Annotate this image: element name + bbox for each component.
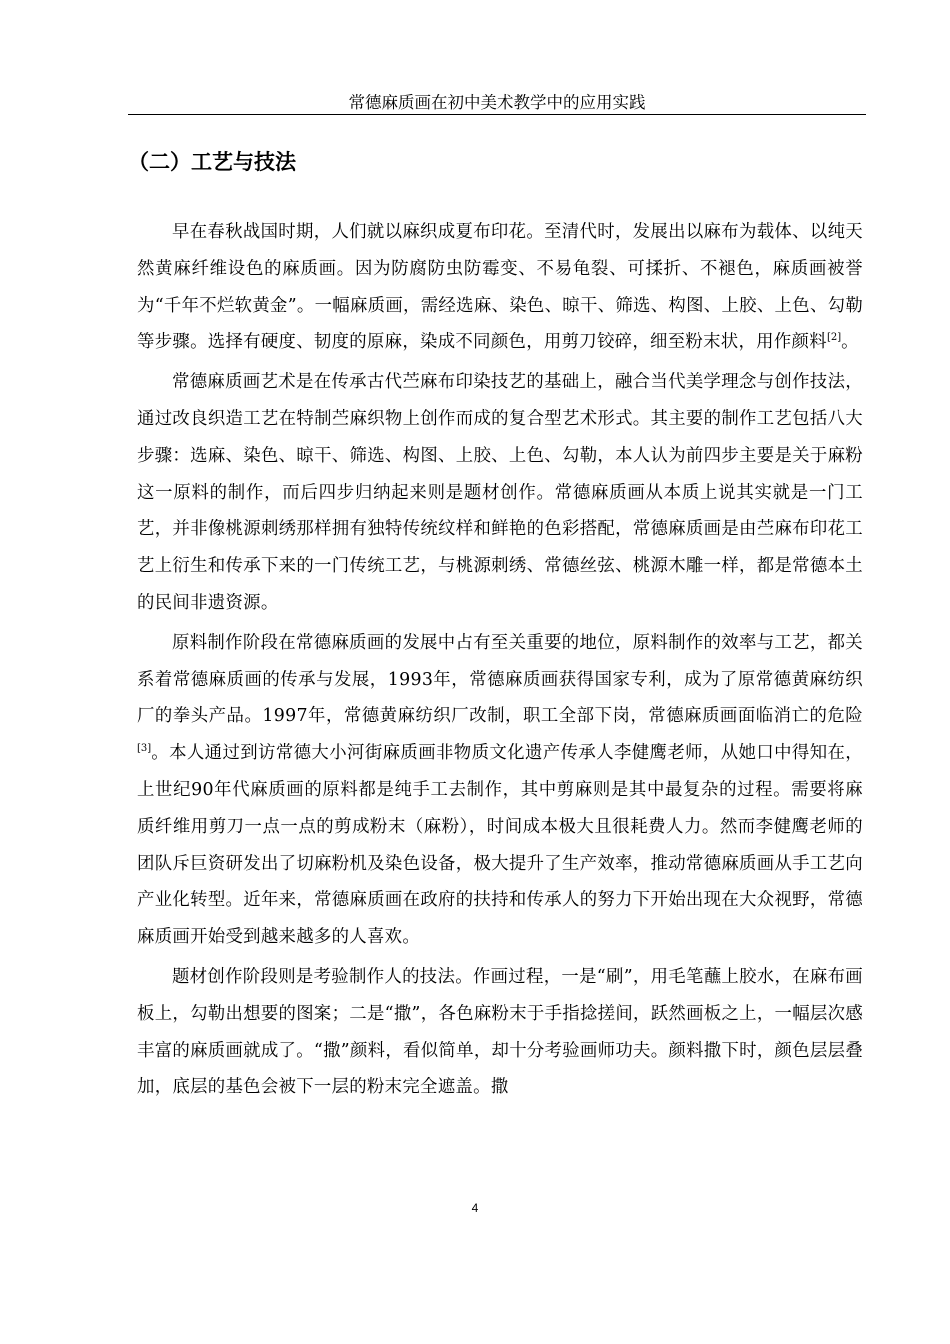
citation-3: [3] bbox=[137, 743, 152, 755]
paragraph-3-end: 。本人通过到访常德大小河街麻质画非物质文化遗产传承人李健鹰老师，从她口中得知在，上世纪90年代麻质画的原料都是纯手工去制作，其中剪麻则是其中最复杂的过程。需要将麻质纤维用剪刀一点一点的剪成粉末（麻粉），时间成本极大且很耗费人力。然而李健鹰老师的团队斥巨资研发出了切麻粉机及染色设备，极大提升了生产效率，推动常德麻质画从手工艺向产业化转型。近年来，常德麻质画在政府的扶持和传承人的努力下开始出现在大众视野，常德麻质画开始受到越来越多的人喜欢。 bbox=[137, 743, 863, 948]
paragraph-2: 常德麻质画艺术是在传承古代苎麻布印染技艺的基础上，融合当代美学理念与创作技法，通过改良织造工艺在特制苎麻织物上创作而成的复合型艺术形式。其主要的制作工艺包括八大步骤：选麻、染色、晾干、筛选、构图、上胶、上色、勾勒，本人认为前四步主要是关于麻粉这一原料的制作，而后四步归纳起来则是题材创作。常德麻质画从本质上说其实就是一门工艺，并非像桃源刺绣那样拥有独特传统纹样和鲜艳的色彩搭配，常德麻质画是由苎麻布印花工艺上衍生和传承下来的一门传统工艺，与桃源刺绣、常德丝弦、桃源木雕一样，都是常德本土的民间非遗资源。 bbox=[137, 372, 863, 613]
paragraph-1-end: 。 bbox=[841, 332, 859, 353]
paragraph-4: 题材创作阶段则是考验制作人的技法。作画过程，一是“刷”，用毛笔蘸上胶水，在麻布画板上，勾勒出想要的图案；二是“撒”，各色麻粉末于手指捻搓间，跃然画板之上，一幅层次感丰富的麻质画就成了。“撒”颜料，看似简单，却十分考验画师功夫。颜料撒下时，颜色层层叠加，底层的基色会被下一层的粉末完全遮盖。撒 bbox=[137, 966, 864, 1098]
citation-2: [2] bbox=[826, 332, 842, 344]
paragraph-3 bbox=[137, 625, 863, 956]
running-header bbox=[128, 92, 866, 115]
paragraph-1-text: 早在春秋战国时期，人们就以麻织成夏布印花。至清代时，发展出以麻布为载体、以纯天然黄麻纤维设色的麻质画。因为防腐防虫防霉变、不易龟裂、可揉折、不褪色，麻质画被誉为“千年不烂软黄金”。一幅麻质画，需经选麻、染色、晾干、筛选、构图、上胶、上色、勾勒等步骤。选择有硬度、韧度的原麻，染成不同颜色，用剪刀铰碎，细至粉末状，用作颜料 bbox=[137, 222, 864, 353]
body-text bbox=[137, 214, 863, 1109]
paragraph-1 bbox=[137, 214, 863, 361]
running-header-title: 常德麻质画在初中美术教学中的应用实践 bbox=[348, 93, 646, 112]
paragraph-3-text: 原料制作阶段在常德麻质画的发展中占有至关重要的地位，原料制作的效率与工艺，都关系着常德麻质画的传承与发展，1993年，常德麻质画获得国家专利，成为了原常德黄麻纺织厂的拳头产品。1997年，常德黄麻纺织厂改制，职工全部下岗，常德麻质画面临消亡的危险 bbox=[137, 632, 863, 727]
section-heading: （二）工艺与技法 bbox=[128, 150, 296, 174]
page-number: 4 bbox=[471, 1201, 479, 1215]
